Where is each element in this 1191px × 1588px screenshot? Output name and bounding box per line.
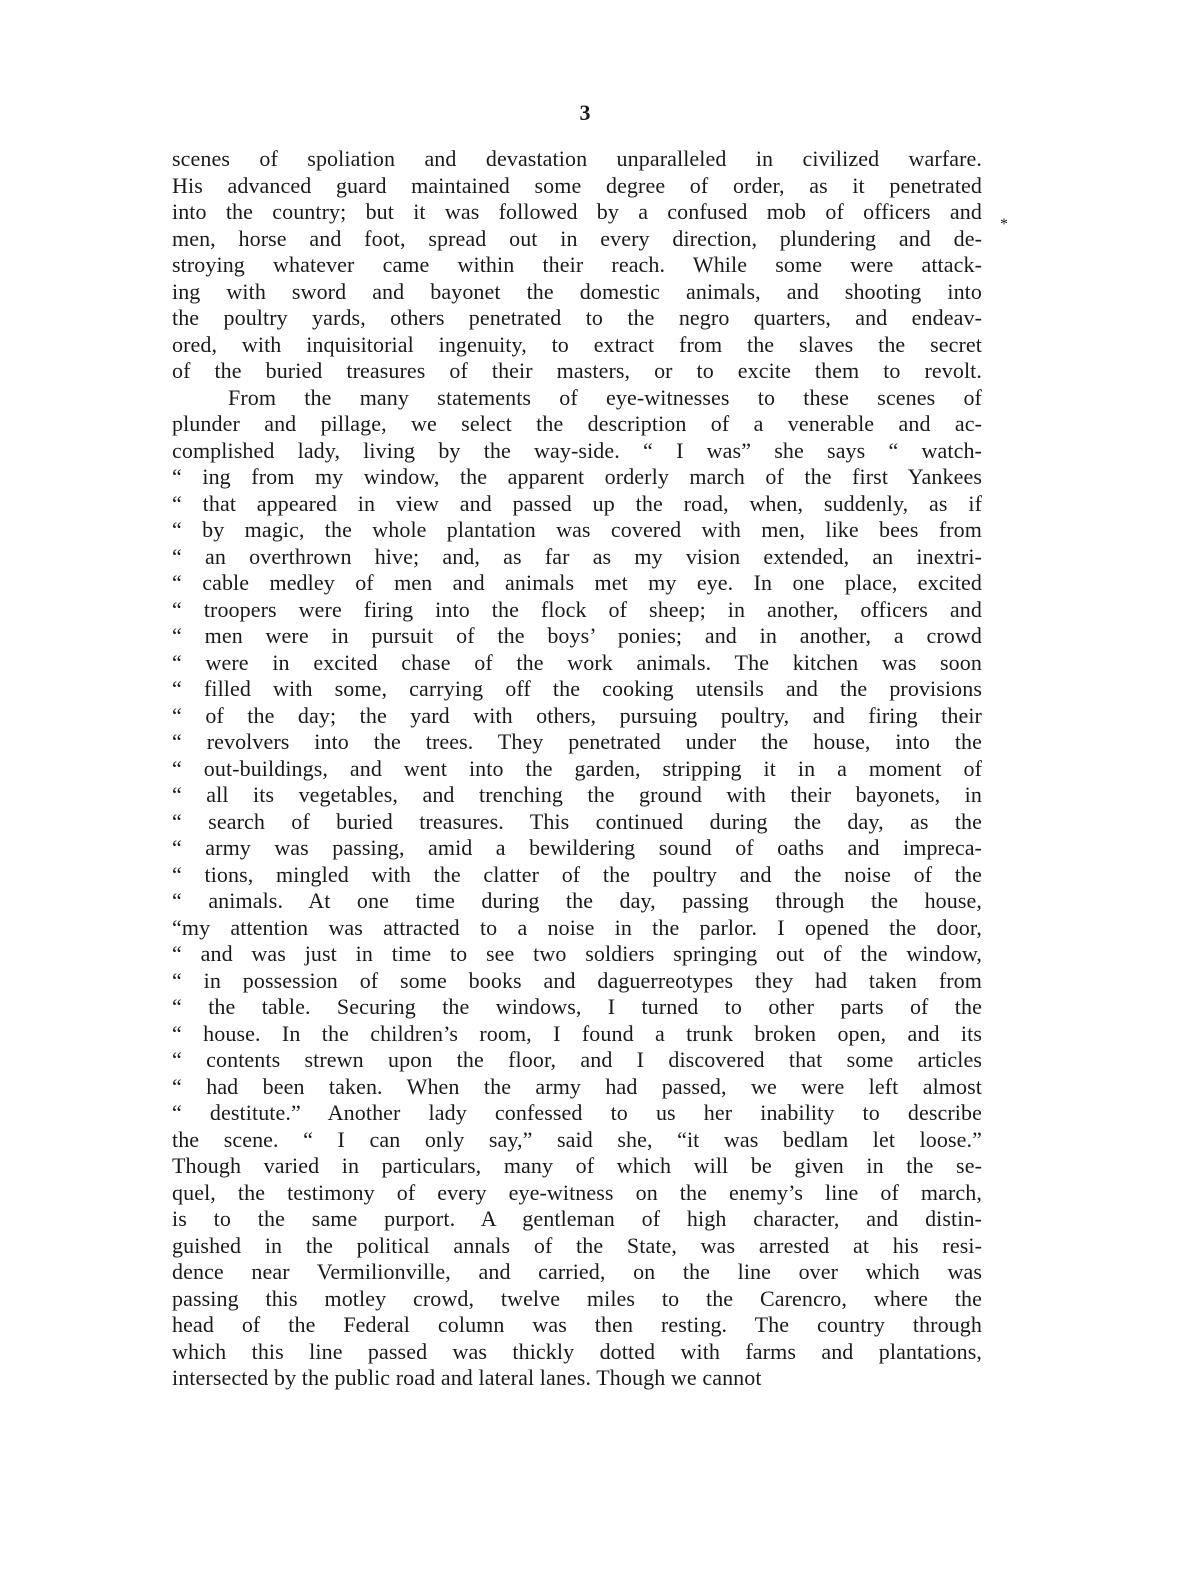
text-line: “ destitute.” Another lady confessed to us her inability to describe <box>172 1100 982 1125</box>
text-line: stroying whatever came within their reach. While some were attack- <box>172 252 982 277</box>
text-line: complished lady, living by the way-side. “ I was” she says “ watch- <box>172 437 982 463</box>
text-line: is to the same purport. A gentleman of high character, and distin- <box>172 1206 982 1231</box>
text-line: “ tions, mingled with the clatter of the poultry and the noise of the <box>172 861 982 887</box>
text-line: dence near Vermilionville, and carried, on the line over which was <box>172 1259 982 1284</box>
text-line: “ and was just in time to see two soldiers springing out of the window, <box>172 941 982 966</box>
text-line: guished in the political annals of the State, was arrested at his resi- <box>172 1232 982 1258</box>
text-line: “ were in excited chase of the work animals. The kitchen was soon <box>172 649 982 675</box>
text-line: of the buried treasures of their masters, or to excite them to revolt. <box>172 358 982 383</box>
text-line: “ revolvers into the trees. They penetrated under the house, into the <box>172 729 982 754</box>
text-line: “ men were in pursuit of the boys’ ponies; and in another, a crowd <box>172 623 982 648</box>
text-line: “ ing from my window, the apparent orderly march of the first Yankees <box>172 464 982 489</box>
text-line: ored, with inquisitorial ingenuity, to extract from the slaves the secret <box>172 331 982 357</box>
text-line: men, horse and foot, spread out in every direction, plundering and de- <box>172 225 982 251</box>
text-line: “ out-buildings, and went into the garden, stripping it in a moment of <box>172 755 982 781</box>
text-line: into the country; but it was followed by a confused mob of officers and <box>172 199 982 224</box>
text-line: “ troopers were firing into the flock of sheep; in another, officers and <box>172 596 982 622</box>
text-line: “ army was passing, amid a bewildering sound of oaths and impreca- <box>172 835 982 860</box>
text-line: “ by magic, the whole plantation was covered with men, like bees from <box>172 517 982 542</box>
page-number: 3 <box>579 100 591 125</box>
text-line: “ contents strewn upon the floor, and I discovered that some articles <box>172 1047 982 1072</box>
text-line: intersected by the public road and lateral lanes. Though we cannot <box>172 1365 762 1390</box>
text-line: plunder and pillage, we select the description of a venerable and ac- <box>172 411 982 436</box>
text-line: “ animals. At one time during the day, passing through the house, <box>172 888 982 913</box>
text-line: Though varied in particulars, many of which will be given in the se- <box>172 1153 982 1178</box>
text-line: “my attention was attracted to a noise in the parlor. I opened the door, <box>172 914 982 940</box>
text-line: “ that appeared in view and passed up the road, when, suddenly, as if <box>172 490 982 516</box>
text-line: “ of the day; the yard with others, pursuing poultry, and firing their <box>172 702 982 728</box>
text-line: “ house. In the children’s room, I found a trunk broken open, and its <box>172 1020 982 1046</box>
text-line: the poultry yards, others penetrated to the negro quarters, and endeav- <box>172 305 982 330</box>
text-line: ing with sword and bayonet the domestic animals, and shooting into <box>172 278 982 304</box>
body-text <box>172 146 982 1392</box>
text-line: which this line passed was thickly dotted with farms and plantations, <box>172 1338 982 1364</box>
text-line: “ filled with some, carrying off the cooking utensils and the provisions <box>172 676 982 701</box>
text-line: quel, the testimony of every eye-witness on the enemy’s line of march, <box>172 1179 982 1205</box>
text-line: “ all its vegetables, and trenching the ground with their bayonets, in <box>172 782 982 807</box>
text-line: “ search of buried treasures. This continued during the day, as the <box>172 808 982 834</box>
text-line: From the many statements of eye-witnesses to these scenes of <box>228 384 982 410</box>
text-line: the scene. “ I can only say,” said she, “it was bedlam let loose.” <box>172 1126 982 1152</box>
text-line: “ had been taken. When the army had passed, we were left almost <box>172 1073 982 1099</box>
text-line: head of the Federal column was then resting. The country through <box>172 1312 982 1337</box>
text-line: passing this motley crowd, twelve miles to the Carencro, where the <box>172 1285 982 1311</box>
text-line: “ the table. Securing the windows, I turned to other parts of the <box>172 994 982 1019</box>
text-line: “ in possession of some books and daguerreotypes they had taken from <box>172 967 982 993</box>
text-line: scenes of spoliation and devastation unparalleled in civilized warfare. <box>172 146 982 171</box>
text-line: His advanced guard maintained some degree of order, as it penetrated <box>172 172 982 198</box>
margin-asterisk: * <box>1000 216 1008 233</box>
text-line: “ cable medley of men and animals met my eye. In one place, excited <box>172 570 982 595</box>
text-line: “ an overthrown hive; and, as far as my vision extended, an inextri- <box>172 543 982 569</box>
